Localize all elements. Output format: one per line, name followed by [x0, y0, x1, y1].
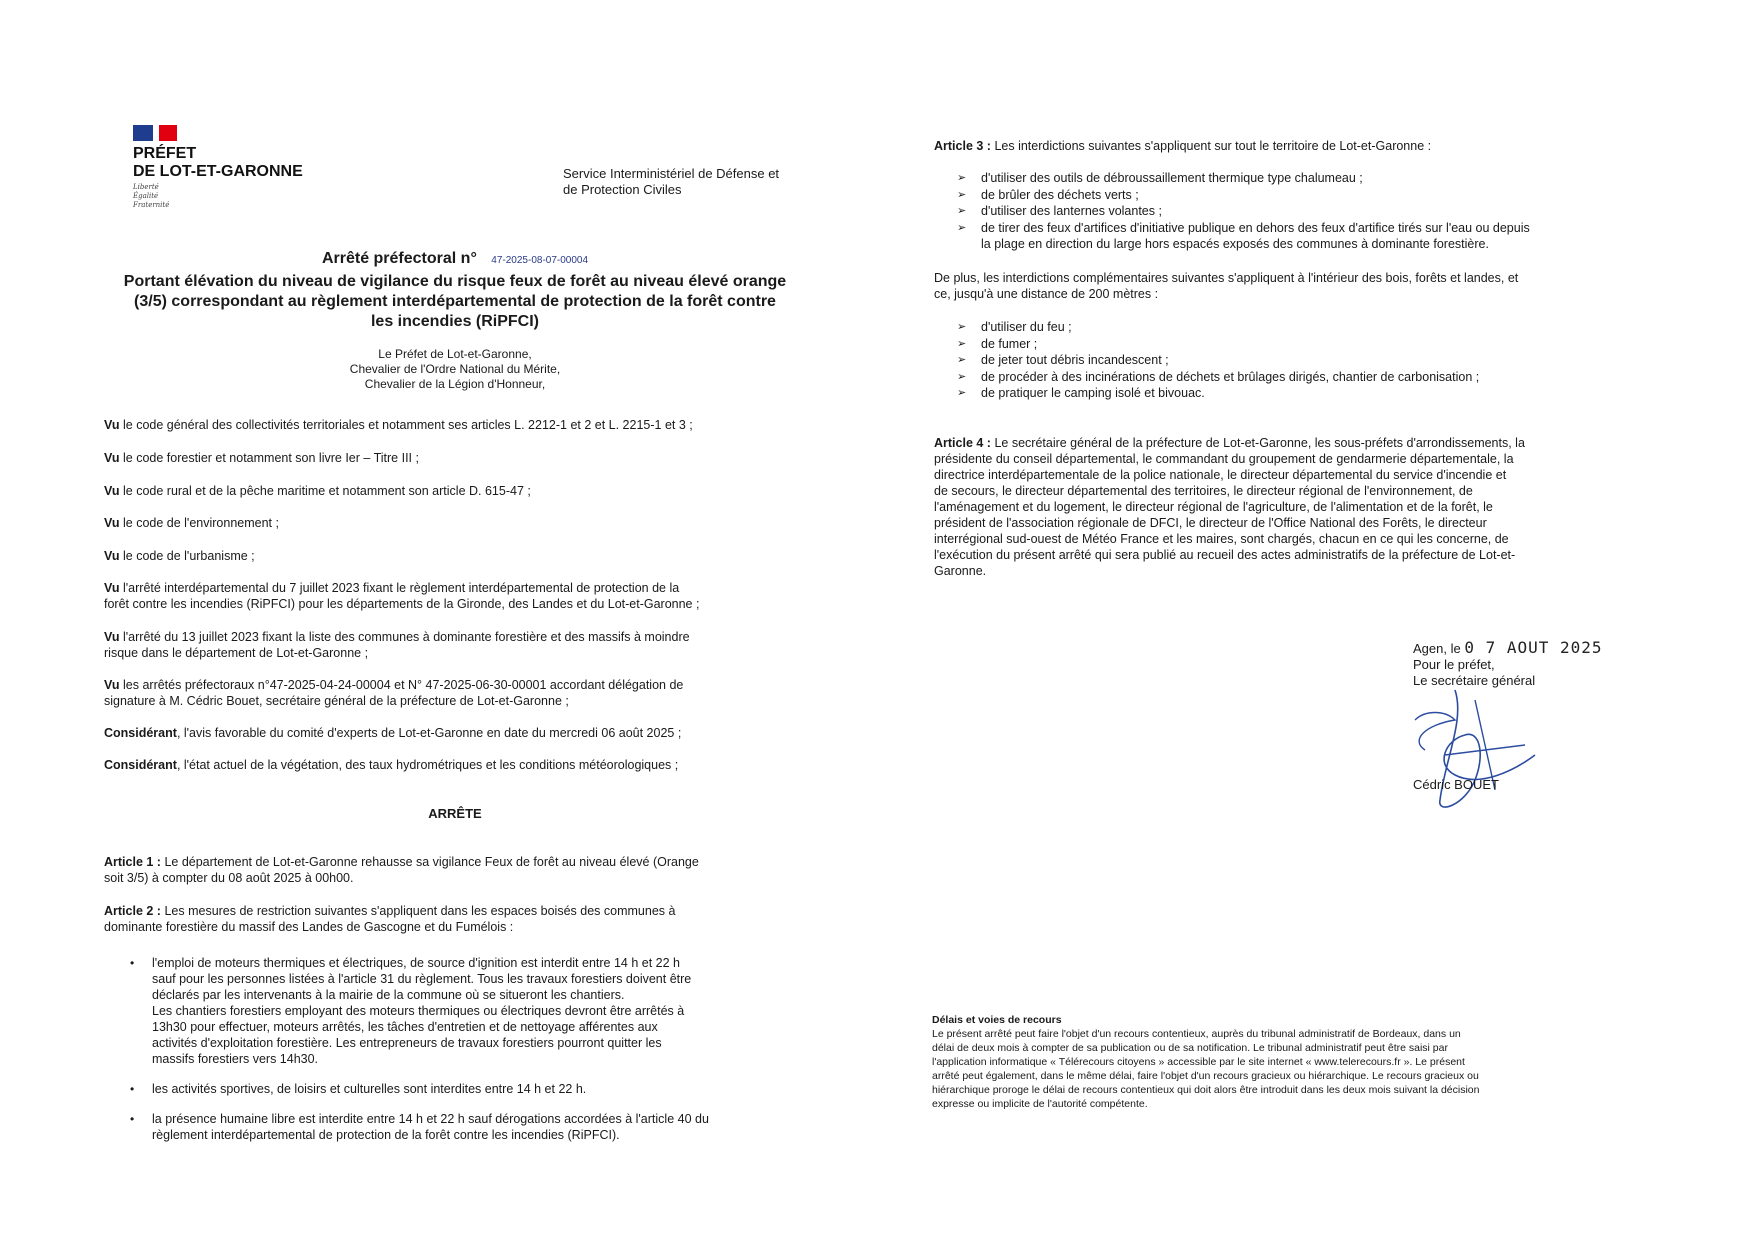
visa-text: risque dans le département de Lot-et-Garonne ;: [104, 646, 369, 660]
prefet-title: PRÉFET DE LOT-ET-GARONNE: [133, 145, 303, 180]
visa: [104, 677, 804, 709]
article-2: [104, 903, 804, 935]
article-3-intro: [934, 138, 1634, 154]
bullet-icon: •: [130, 1112, 135, 1126]
recours-heading: Délais et voies de recours: [932, 1014, 1062, 1026]
visa: [104, 417, 804, 433]
visa-text: forêt contre les incendies (RiPFCI) pour les départements de la Gironde, des Landes et du Lot-et-Garonne ;: [104, 597, 700, 611]
subject-line: les incendies (RiPFCI): [370, 313, 540, 330]
signatory-name: Cédric BOUET: [1413, 777, 1499, 792]
visa: [104, 548, 804, 564]
article-1: [104, 854, 804, 886]
article-3-list-2: [957, 319, 1634, 402]
bullet-icon: •: [130, 1082, 135, 1096]
arrow-bullet-icon: ➢: [957, 205, 967, 217]
arrete-label: Arrêté préfectoral n°: [321, 250, 477, 267]
arrow-bullet-icon: ➢: [957, 337, 967, 350]
visa-lead: Vu: [104, 581, 120, 595]
list-item: ➢ d'utiliser des lanternes volantes ;: [957, 204, 1162, 218]
article-3-list: [957, 170, 1634, 253]
marianne-flag-icon: [133, 125, 177, 141]
service-name: Service Interministériel de Défense et de Protection Civiles: [563, 166, 780, 197]
visa-text: le code forestier et notamment son livre Ier – Titre III ;: [123, 451, 419, 465]
article-text: dominante forestière du massif des Landes de Gascogne et du Fumélois :: [104, 920, 514, 934]
list-item: ➢ d'utiliser des outils de débroussaillement thermique type chalumeau ;: [957, 171, 1363, 185]
arrete-number: 47-2025-08-07-00004: [491, 255, 589, 266]
handwritten-signature: [1385, 680, 1565, 820]
prefecture-logo: [133, 125, 303, 210]
article-text: Le département de Lot-et-Garonne rehausse sa vigilance Feux de forêt au niveau élevé (Orange: [164, 855, 699, 869]
visa-text: le code rural et de la pêche maritime et notamment son article D. 615-47 ;: [123, 484, 531, 498]
visa: [104, 580, 804, 612]
visa: [104, 515, 804, 531]
visa-lead: Vu: [104, 516, 120, 530]
arrete-subject: [95, 272, 815, 332]
list-item: • la présence humaine libre est interdite entre 14 h et 22 h sauf dérogations accordées à l'article 40 du règlement interdépartemental de protection de la forêt contre les incendies (RiPFCI).: [130, 1112, 709, 1142]
article-lead: Article 4 :: [934, 436, 991, 450]
arrete-number-line: [95, 250, 815, 268]
list-item: ➢ de pratiquer le camping isolé et bivouac.: [957, 386, 1205, 400]
list-item: ➢ de brûler des déchets verts ;: [957, 187, 1139, 202]
list-item: ➢ de procéder à des incinérations de déchets et brûlages dirigés, chantier de carbonisation ;: [957, 369, 1480, 384]
visa-text: le code de l'urbanisme ;: [123, 549, 255, 563]
prefet-line: Chevalier de l'Ordre National du Mérite,: [349, 362, 561, 376]
visa-lead: Vu: [104, 484, 120, 498]
visa-lead: Vu: [104, 630, 120, 644]
arrete-heading: ARRÊTE: [428, 806, 482, 821]
arrow-bullet-icon: ➢: [957, 221, 967, 234]
prefet-line: Le Préfet de Lot-et-Garonne,: [378, 347, 532, 361]
list-item: ➢ de fumer ;: [957, 336, 1038, 351]
considerant: [104, 757, 804, 773]
signature-for: Pour le préfet,: [1413, 657, 1495, 672]
article-lead: Article 3 :: [934, 139, 991, 153]
list-item: • les activités sportives, de loisirs et culturelles sont interdites entre 14 h et 22 h.: [130, 1082, 587, 1096]
recours-notice: Délais et voies de recours Le présent arrêté peut faire l'objet d'un recours contentieux, auprès du tribunal administratif de Bordeaux, dans un délai de deux mois à compter de sa publication ou de sa notification. Le tribunal administratif peut être saisi par l'application informatique « Télérecours citoyens » accessible par le site internet « www.telerecours.fr ». Le présent arrêté peut également, dans le même délai, faire l'objet d'un recours gracieux ou hiérarchique. Le recours gracieux ou hiérarchique proroge le délai de recours contentieux qui doit alors être introduit dans les deux mois suivant la décision expresse ou implicite de l'autorité compétente.: [932, 1013, 1622, 1111]
prefet-line: Chevalier de la Légion d'Honneur,: [364, 377, 546, 391]
visa-text: l'arrêté du 13 juillet 2023 fixant la liste des communes à dominante forestière et des massifs à moindre: [123, 630, 690, 644]
considerant: [104, 725, 804, 741]
visa-text: signature à M. Cédric Bouet, secrétaire général de la préfecture de Lot-et-Garonne ;: [104, 694, 569, 708]
arrow-bullet-icon: ➢: [957, 387, 967, 399]
list-item: ➢ de tirer des feux d'artifices d'initiative publique en dehors des feux d'artifice tirés sur l'eau ou depuis la plage en direction du large hors espacés exposés des communes à dominante forestière.: [957, 220, 1530, 251]
visa-lead: Vu: [104, 678, 120, 692]
article-2-list: [128, 955, 804, 1157]
visa-lead: Vu: [104, 549, 120, 563]
arrow-bullet-icon: ➢: [957, 188, 967, 201]
considerant-lead: Considérant: [104, 758, 177, 772]
visa-lead: Vu: [104, 451, 120, 465]
visa-lead: Vu: [104, 418, 120, 432]
list-item: • l'emploi de moteurs thermiques et électriques, de source d'ignition est interdit entre 14 h et 22 h sauf pour les personnes listées à l'article 31 du règlement. Tous les travaux forestiers doivent être déclarés par les intervenants à la mairie de la commune où se situeront les chantiers. Les chantiers forestiers employant des moteurs thermiques ou électriques devront être arrêtés à 13h30 pour effectuer, moteurs arrêtés, les tâches d'entretien et de nettoyage afférentes aux activités d'exploitation forestière. Les entrepreneurs de travaux forestiers pourront quitter les massifs forestiers vers 14h30.: [130, 956, 692, 1066]
list-item: ➢ de jeter tout débris incandescent ;: [957, 353, 1169, 367]
article-text: Les interdictions suivantes s'appliquent sur tout le territoire de Lot-et-Garonne :: [994, 139, 1432, 153]
considerant-lead: Considérant: [104, 726, 177, 740]
list-item: ➢ d'utiliser du feu ;: [957, 320, 1072, 334]
visa: [104, 483, 804, 499]
subject-line: Portant élévation du niveau de vigilance du risque feux de forêt au niveau élevé orange: [123, 273, 787, 290]
article-lead: Article 2 :: [104, 904, 161, 918]
arrow-bullet-icon: ➢: [957, 354, 967, 366]
visa: [104, 450, 804, 466]
visa-text: le code de l'environnement ;: [123, 516, 279, 530]
prefet-designation: [95, 347, 815, 392]
article-4: Article 4 : Le secrétaire général de la préfecture de Lot-et-Garonne, les sous-préfets d'arrondissements, la présidente du conseil départemental, le commandant du groupement de gendarmerie départementale, la directrice interdépartementale de la police nationale, le directeur départemental du service d'incendie et de secours, le directeur départemental des territoires, le directeur régional de l'environnement, de l'aménagement et du logement, le directeur régional de l'agriculture, de l'alimentation et de la forêt, le président de l'association régionale de DFCI, le directeur de l'Office National des Forêts, le directeur interrégional sud-ouest de Météo France et les maires, sont chargés, chacun en ce qui les concerne, de l'exécution du présent arrêté qui sera publié au recueil des actes administratifs de la préfecture de Lot-et- Garonne.: [934, 436, 1525, 578]
arrow-bullet-icon: ➢: [957, 370, 967, 383]
signature-role: Le secrétaire général: [1413, 673, 1536, 688]
visa-text: le code général des collectivités territoriales et notamment ses articles L. 2212-1 et 2 et L. 2215-1 et 3 ;: [123, 418, 693, 432]
considerant-text: , l'état actuel de la végétation, des taux hydrométriques et les conditions météorologiques ;: [176, 758, 679, 772]
considerant-text: , l'avis favorable du comité d'experts de Lot-et-Garonne en date du mercredi 06 août 2025 ;: [176, 726, 682, 740]
signature-date-stamp: 0 7 AOUT 2025: [1464, 638, 1603, 657]
subject-line: (3/5) correspondant au règlement interdépartemental de protection de la forêt contre: [134, 293, 776, 310]
article-3-complement: De plus, les interdictions complémentaires suivantes s'appliquent à l'intérieur des bois, forêts et landes, et ce, jusqu'à une distance de 200 mètres :: [934, 271, 1519, 301]
visa: [104, 629, 804, 661]
arrete-title: [95, 250, 815, 332]
arrow-bullet-icon: ➢: [957, 172, 967, 184]
article-lead: Article 1 :: [104, 855, 161, 869]
republic-motto: Liberté Égalité Fraternité: [133, 183, 170, 209]
article-text: Les mesures de restriction suivantes s'appliquent dans les espaces boisés des communes à: [164, 904, 676, 918]
article-text: soit 3/5) à compter du 08 août 2025 à 00h00.: [104, 871, 354, 885]
visa-text: l'arrêté interdépartemental du 7 juillet 2023 fixant le règlement interdépartemental de protection de la: [123, 581, 680, 595]
bullet-icon: •: [130, 956, 135, 970]
signature-place: Agen, le: [1413, 641, 1461, 656]
arrow-bullet-icon: ➢: [957, 321, 967, 333]
visa-text: les arrêtés préfectoraux n°47-2025-04-24-00004 et N° 47-2025-06-30-00001 accordant délégation de: [123, 678, 684, 692]
